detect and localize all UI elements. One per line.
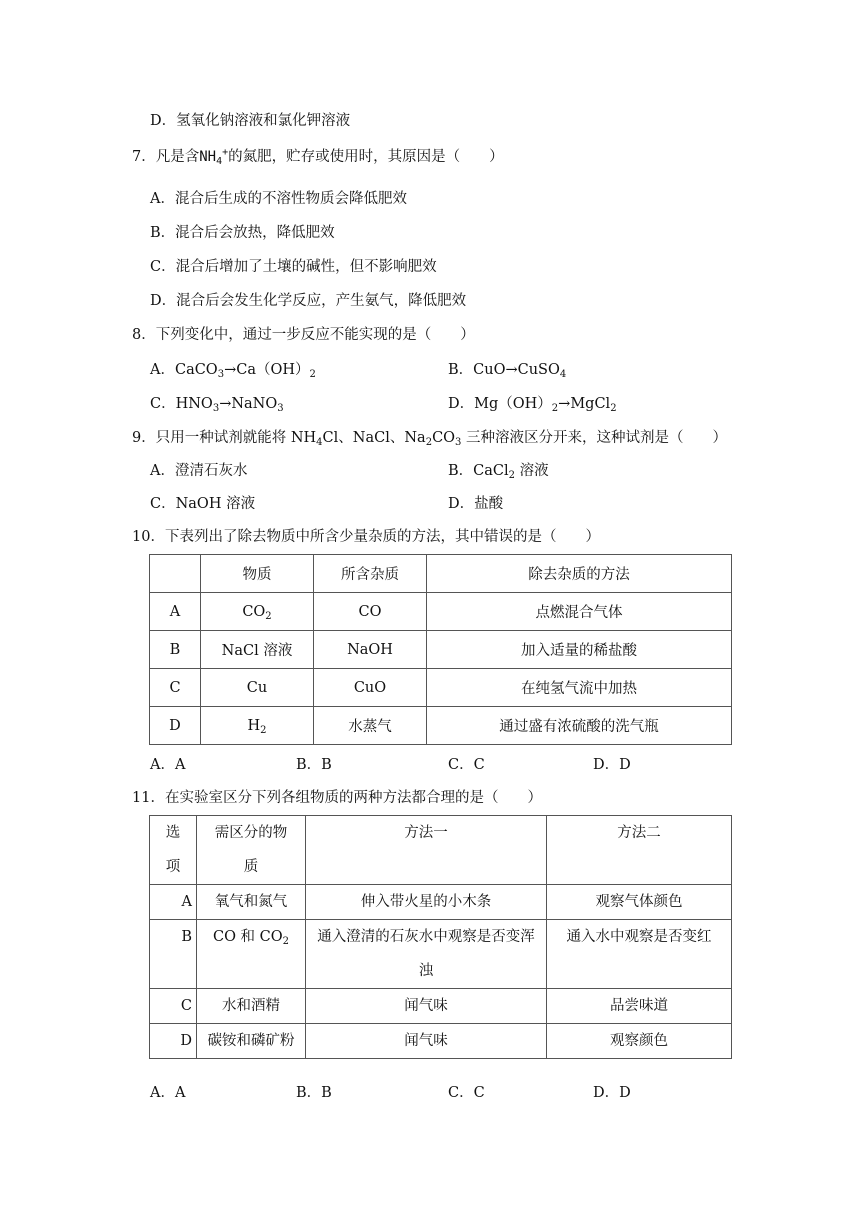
q7-option-a: A．混合后生成的不溶性物质会降低肥效: [150, 191, 407, 207]
table-cell: 闻气味: [306, 989, 547, 1024]
table-cell: 碳铵和磷矿粉: [197, 1024, 306, 1059]
table-cell: D: [150, 1024, 197, 1059]
q11-answer-a: A．A: [150, 1085, 186, 1101]
q9-option-c: C．NaOH 溶液: [150, 496, 256, 512]
table-cell: CuO: [314, 669, 427, 707]
table-cell: NaCl 溶液: [201, 631, 314, 669]
table-cell: CO 和 $CO_2$: [197, 920, 306, 989]
table-header-cell: 选 项: [150, 816, 197, 885]
table-row: [150, 885, 732, 920]
q7-option-d: D．混合后会发生化学反应，产生氨气，降低肥效: [150, 293, 467, 309]
q11-stem: 11．在实验室区分下列各组物质的两种方法都合理的是（ ）: [132, 790, 542, 806]
table-cell: B: [150, 631, 201, 669]
table-cell: A: [150, 593, 201, 631]
q11-table: [149, 815, 732, 1059]
q10-answer-b: B．B: [296, 757, 332, 773]
q10-stem: 10．下表列出了除去物质中所含少量杂质的方法，其中错误的是（ ）: [132, 529, 600, 545]
table-header-cell: [150, 555, 201, 593]
table-cell: 点燃混合气体: [427, 593, 732, 631]
q8-option-d: D．$Mg(OH)_2\to MgCl_2$: [448, 396, 617, 414]
table-cell: NaOH: [314, 631, 427, 669]
table-row: [150, 707, 732, 745]
q9-option-d: D．盐酸: [448, 496, 504, 512]
q10-answer-d: D．D: [593, 757, 631, 773]
table-cell: A: [150, 885, 197, 920]
table-row: [150, 631, 732, 669]
table-cell: 加入适量的稀盐酸: [427, 631, 732, 669]
ammonium-ion-formula: $NH_4^+$: [199, 147, 229, 167]
table-header-row: [150, 555, 732, 593]
table-cell: 水和酒精: [197, 989, 306, 1024]
table-cell: 通入澄清的石灰水中观察是否变浑 浊: [306, 920, 547, 989]
table-cell: 伸入带火星的小木条: [306, 885, 547, 920]
q7-suffix: 的氮肥，贮存或使用时，其原因是（ ）: [228, 149, 504, 165]
q11-answer-d: D．D: [593, 1085, 631, 1101]
table-row: [150, 593, 732, 631]
table-cell: $CO_2$: [201, 593, 314, 631]
table-header-cell: 方法二: [547, 816, 732, 885]
q8-option-c: C．$HNO_3\to NaNO_3$: [150, 396, 284, 414]
table-cell: CO: [314, 593, 427, 631]
table-cell: C: [150, 989, 197, 1024]
table-row: [150, 920, 732, 989]
table-cell: $H_2$: [201, 707, 314, 745]
table-row: [150, 1024, 732, 1059]
q10-answer-c: C．C: [448, 757, 485, 773]
table-cell: 观察颜色: [547, 1024, 732, 1059]
q9-option-b: B．CaCl$_2$ 溶液: [448, 463, 549, 481]
table-cell: 在纯氢气流中加热: [427, 669, 732, 707]
table-cell: D: [150, 707, 201, 745]
q10-table: [149, 554, 732, 745]
table-cell: 观察气体颜色: [547, 885, 732, 920]
table-cell: C: [150, 669, 201, 707]
table-cell: 通入水中观察是否变红: [547, 920, 732, 989]
q7-option-c: C．混合后增加了土壤的碱性，但不影响肥效: [150, 259, 437, 275]
q10-answer-a: A．A: [150, 757, 186, 773]
table-cell: 通过盛有浓硫酸的洗气瓶: [427, 707, 732, 745]
q11-answer-b: B．B: [296, 1085, 332, 1101]
q9-option-a: A．澄清石灰水: [150, 463, 248, 479]
q8-option-a: A．$CaCO_3\to Ca(OH)_2$: [150, 362, 316, 380]
table-cell: B: [150, 920, 197, 989]
table-header-cell: 物质: [201, 555, 314, 593]
q7-prefix: 7．凡是含: [132, 149, 200, 165]
q8-stem: 8．下列变化中，通过一步反应不能实现的是（ ）: [132, 327, 475, 343]
q6-option-d: D．氢氧化钠溶液和氯化钾溶液: [150, 113, 351, 129]
q11-answer-c: C．C: [448, 1085, 485, 1101]
table-header-cell: 所含杂质: [314, 555, 427, 593]
table-row: [150, 989, 732, 1024]
table-header-row: [150, 816, 732, 885]
q7-stem: [132, 147, 504, 167]
table-header-cell: 除去杂质的方法: [427, 555, 732, 593]
q9-stem: 9．只用一种试剂就能将 $NH_4Cl$、NaCl、$Na_2CO_3$ 三种溶液区分开来，这种试剂是（ ）: [132, 430, 728, 448]
table-cell: 品尝味道: [547, 989, 732, 1024]
table-cell: Cu: [201, 669, 314, 707]
table-cell: 水蒸气: [314, 707, 427, 745]
table-cell: 闻气味: [306, 1024, 547, 1059]
table-header-cell: 需区分的物 质: [197, 816, 306, 885]
q8-option-b: B．CuO→CuSO$_4$: [448, 362, 567, 380]
q7-option-b: B．混合后会放热，降低肥效: [150, 225, 335, 241]
table-row: [150, 669, 732, 707]
table-header-cell: 方法一: [306, 816, 547, 885]
table-cell: 氧气和氮气: [197, 885, 306, 920]
